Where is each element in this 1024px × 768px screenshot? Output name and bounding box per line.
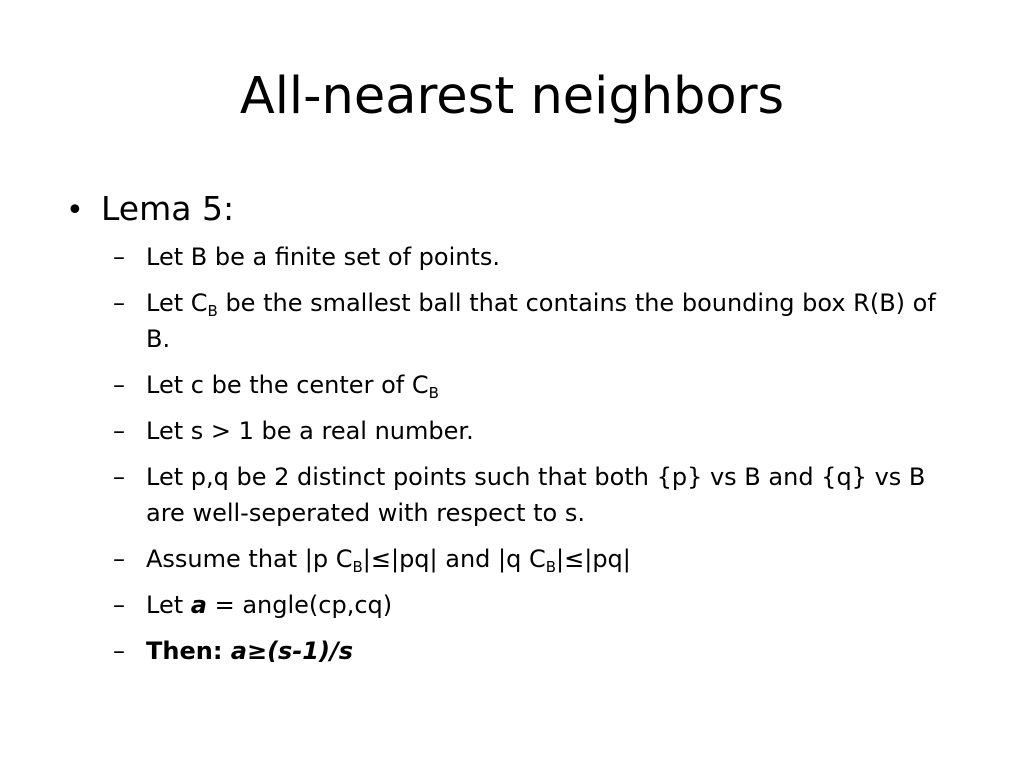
statement-real-number bbox=[113, 413, 966, 449]
dash-icon: – bbox=[113, 463, 125, 491]
lema-heading: Lema 5: bbox=[101, 189, 235, 228]
dash-icon: – bbox=[113, 545, 125, 573]
dash-icon: – bbox=[113, 289, 125, 317]
lemma-statements bbox=[66, 239, 966, 669]
statement-smallest-ball bbox=[113, 285, 966, 357]
statement-center bbox=[113, 367, 966, 403]
statement-text: Let c be the center of $C_B$ bbox=[146, 371, 439, 402]
statement-angle bbox=[113, 587, 966, 623]
statement-distinct-points bbox=[113, 459, 966, 531]
bullet-lema-5 bbox=[66, 185, 966, 235]
statement-conclusion bbox=[113, 633, 966, 669]
dash-icon: – bbox=[113, 637, 125, 665]
dash-icon: – bbox=[113, 371, 125, 399]
slide-content bbox=[66, 185, 966, 679]
statement-text: Let B be a finite set of points. bbox=[146, 243, 501, 271]
statement-text: Let s > 1 be a real number. bbox=[146, 417, 474, 445]
bullet-dot-icon: • bbox=[66, 193, 84, 228]
statement-text: Let p,q be 2 distinct points such that both {p} vs B and {q} vs B are well-seperated with respect to s. bbox=[146, 463, 926, 527]
statement-text: Let $C_B$ be the smallest ball that contains the bounding box R(B) of B. bbox=[146, 289, 936, 353]
statement-assumption bbox=[113, 541, 966, 577]
dash-icon: – bbox=[113, 591, 125, 619]
statement-text: Assume that |p $C_B|\le|pq|$ and |q $C_B|\le|pq|$ bbox=[146, 545, 631, 576]
dash-icon: – bbox=[113, 243, 125, 271]
dash-icon: – bbox=[113, 417, 125, 445]
slide-title: All-nearest neighbors bbox=[239, 67, 785, 126]
statement-finite-set bbox=[113, 239, 966, 275]
statement-text: Let a = angle(cp,cq) bbox=[146, 591, 393, 619]
statement-text: Then: a≥(s-1)/s bbox=[146, 637, 354, 665]
